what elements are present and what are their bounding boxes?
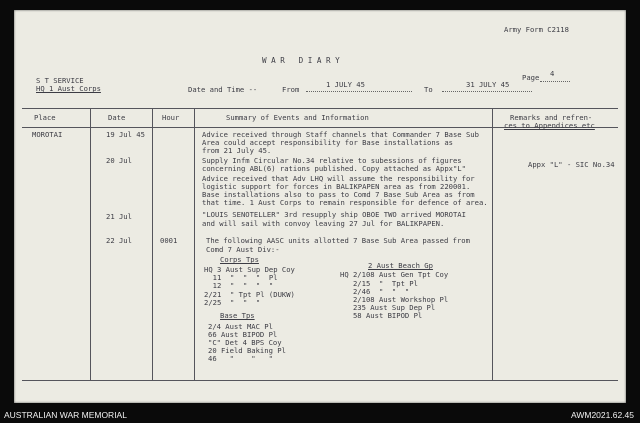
col-divider-place bbox=[90, 108, 91, 380]
base-unit: "C" Det 4 BPS Coy bbox=[208, 338, 282, 347]
entry-text-line: that time. 1 Aust Corps to remain responsible for defence of area. bbox=[202, 198, 488, 207]
entry-text-line: Area could accept responsibility for Base installations as bbox=[202, 138, 453, 147]
to-date-line bbox=[442, 91, 532, 92]
beach-unit: 2/15 " Tpt Pl bbox=[340, 279, 418, 288]
table-bottom-rule bbox=[22, 380, 618, 381]
diary-title: W A R D I A R Y bbox=[262, 56, 340, 65]
entry-text-line: Base installations also to pass to Comd 7 Base Sub Area as from bbox=[202, 190, 475, 199]
entry-text-line: logistic support for forces in BALIKPAPEN area as from 220001. bbox=[202, 182, 471, 191]
entry-text-line: Supply Infm Circular No.34 relative to subessions of figures bbox=[202, 156, 462, 165]
base-troops-heading: Base Tps bbox=[220, 311, 255, 320]
col-header-remarks-2: ces to Appendices etc bbox=[504, 121, 595, 130]
unit-formation: HQ 1 Aust Corps bbox=[36, 84, 101, 93]
entry-date: 21 Jul bbox=[106, 212, 132, 221]
date-time-label: Date and Time -- bbox=[188, 85, 258, 94]
to-label: To bbox=[424, 85, 433, 94]
corps-unit: HQ 3 Aust Sup Dep Coy bbox=[204, 265, 295, 274]
base-unit: 46 " " " bbox=[208, 354, 273, 363]
col-divider-hour bbox=[194, 108, 195, 380]
from-label: From bbox=[282, 85, 300, 94]
beach-unit: HQ 2/108 Aust Gen Tpt Coy bbox=[340, 270, 449, 279]
table-top-rule bbox=[22, 108, 618, 109]
entry-text-line: The following AASC units allotted 7 Base Sub Area passed from bbox=[206, 236, 470, 245]
page-number-line bbox=[540, 81, 570, 82]
entry-text-line: Comd 7 Aust Div:- bbox=[206, 245, 280, 254]
corps-troops-heading: Corps Tps bbox=[220, 255, 259, 264]
entry-date: 20 Jul bbox=[106, 156, 132, 165]
entry-text-line: from 21 July 45. bbox=[202, 146, 272, 155]
col-header-remarks-1: Remarks and refren- bbox=[510, 113, 593, 122]
entry-date: 19 Jul 45 bbox=[106, 130, 145, 139]
entry-hour: 0001 bbox=[160, 236, 178, 245]
entry-place: MOROTAI bbox=[32, 130, 63, 139]
to-date: 31 JULY 45 bbox=[466, 80, 510, 89]
entry-text-line: and will sail with convoy leaving 27 Jul for BALIKPAPEN. bbox=[202, 219, 445, 228]
unit-name: S T SERVICE bbox=[36, 76, 84, 85]
col-divider-summary bbox=[492, 108, 493, 380]
base-unit: 66 Aust BIPOD Pl bbox=[208, 330, 278, 339]
beach-unit: 58 Aust BIPOD Pl bbox=[340, 311, 423, 320]
archive-reference: AWM2021.62.45 bbox=[571, 410, 634, 420]
col-header-summary: Summary of Events and Information bbox=[226, 113, 369, 122]
beach-unit: 235 Aust Sup Dep Pl bbox=[340, 303, 436, 312]
base-unit: 20 Field Baking Pl bbox=[208, 346, 286, 355]
entry-text-line: Advice received that Adv LHQ will assume the responsibility for bbox=[202, 174, 475, 183]
entry-text-line: concerning ABL(6) rations published. Copy attached as Appx"L" bbox=[202, 164, 466, 173]
beach-group-heading: 2 Aust Beach Gp bbox=[368, 261, 433, 270]
corps-unit: 2/21 " Tpt Pl (DUKW) bbox=[204, 290, 295, 299]
from-date-line bbox=[306, 91, 412, 92]
base-unit: 2/4 Aust MAC Pl bbox=[208, 322, 273, 331]
corps-unit: 2/25 " " " bbox=[204, 298, 261, 307]
entry-text-line: "LOUIS SENOTELLER" 3rd resupply ship OBOE TWO arrived MOROTAI bbox=[202, 210, 466, 219]
page-number: 4 bbox=[550, 69, 555, 78]
beach-unit: 2/108 Aust Workshop Pl bbox=[340, 295, 449, 304]
page-label: Page bbox=[522, 73, 540, 82]
corps-unit: 11 " " " Pl bbox=[204, 273, 278, 282]
corps-unit: 12 " " " " bbox=[204, 281, 274, 290]
entry-remark: Appx "L" - SIC No.34 bbox=[528, 160, 615, 169]
col-header-hour: Hour bbox=[162, 113, 180, 122]
col-header-place: Place bbox=[34, 113, 56, 122]
war-diary-sheet bbox=[14, 10, 626, 403]
from-date: 1 JULY 45 bbox=[326, 80, 365, 89]
col-divider-date bbox=[152, 108, 153, 380]
form-label: Army Form C2118 bbox=[504, 25, 569, 34]
col-header-date: Date bbox=[108, 113, 126, 122]
archive-credit: AUSTRALIAN WAR MEMORIAL bbox=[4, 410, 127, 420]
entry-text-line: Advice received through Staff channels that Commander 7 Base Sub bbox=[202, 130, 479, 139]
entry-date: 22 Jul bbox=[106, 236, 132, 245]
beach-unit: 2/46 " " " bbox=[340, 287, 410, 296]
